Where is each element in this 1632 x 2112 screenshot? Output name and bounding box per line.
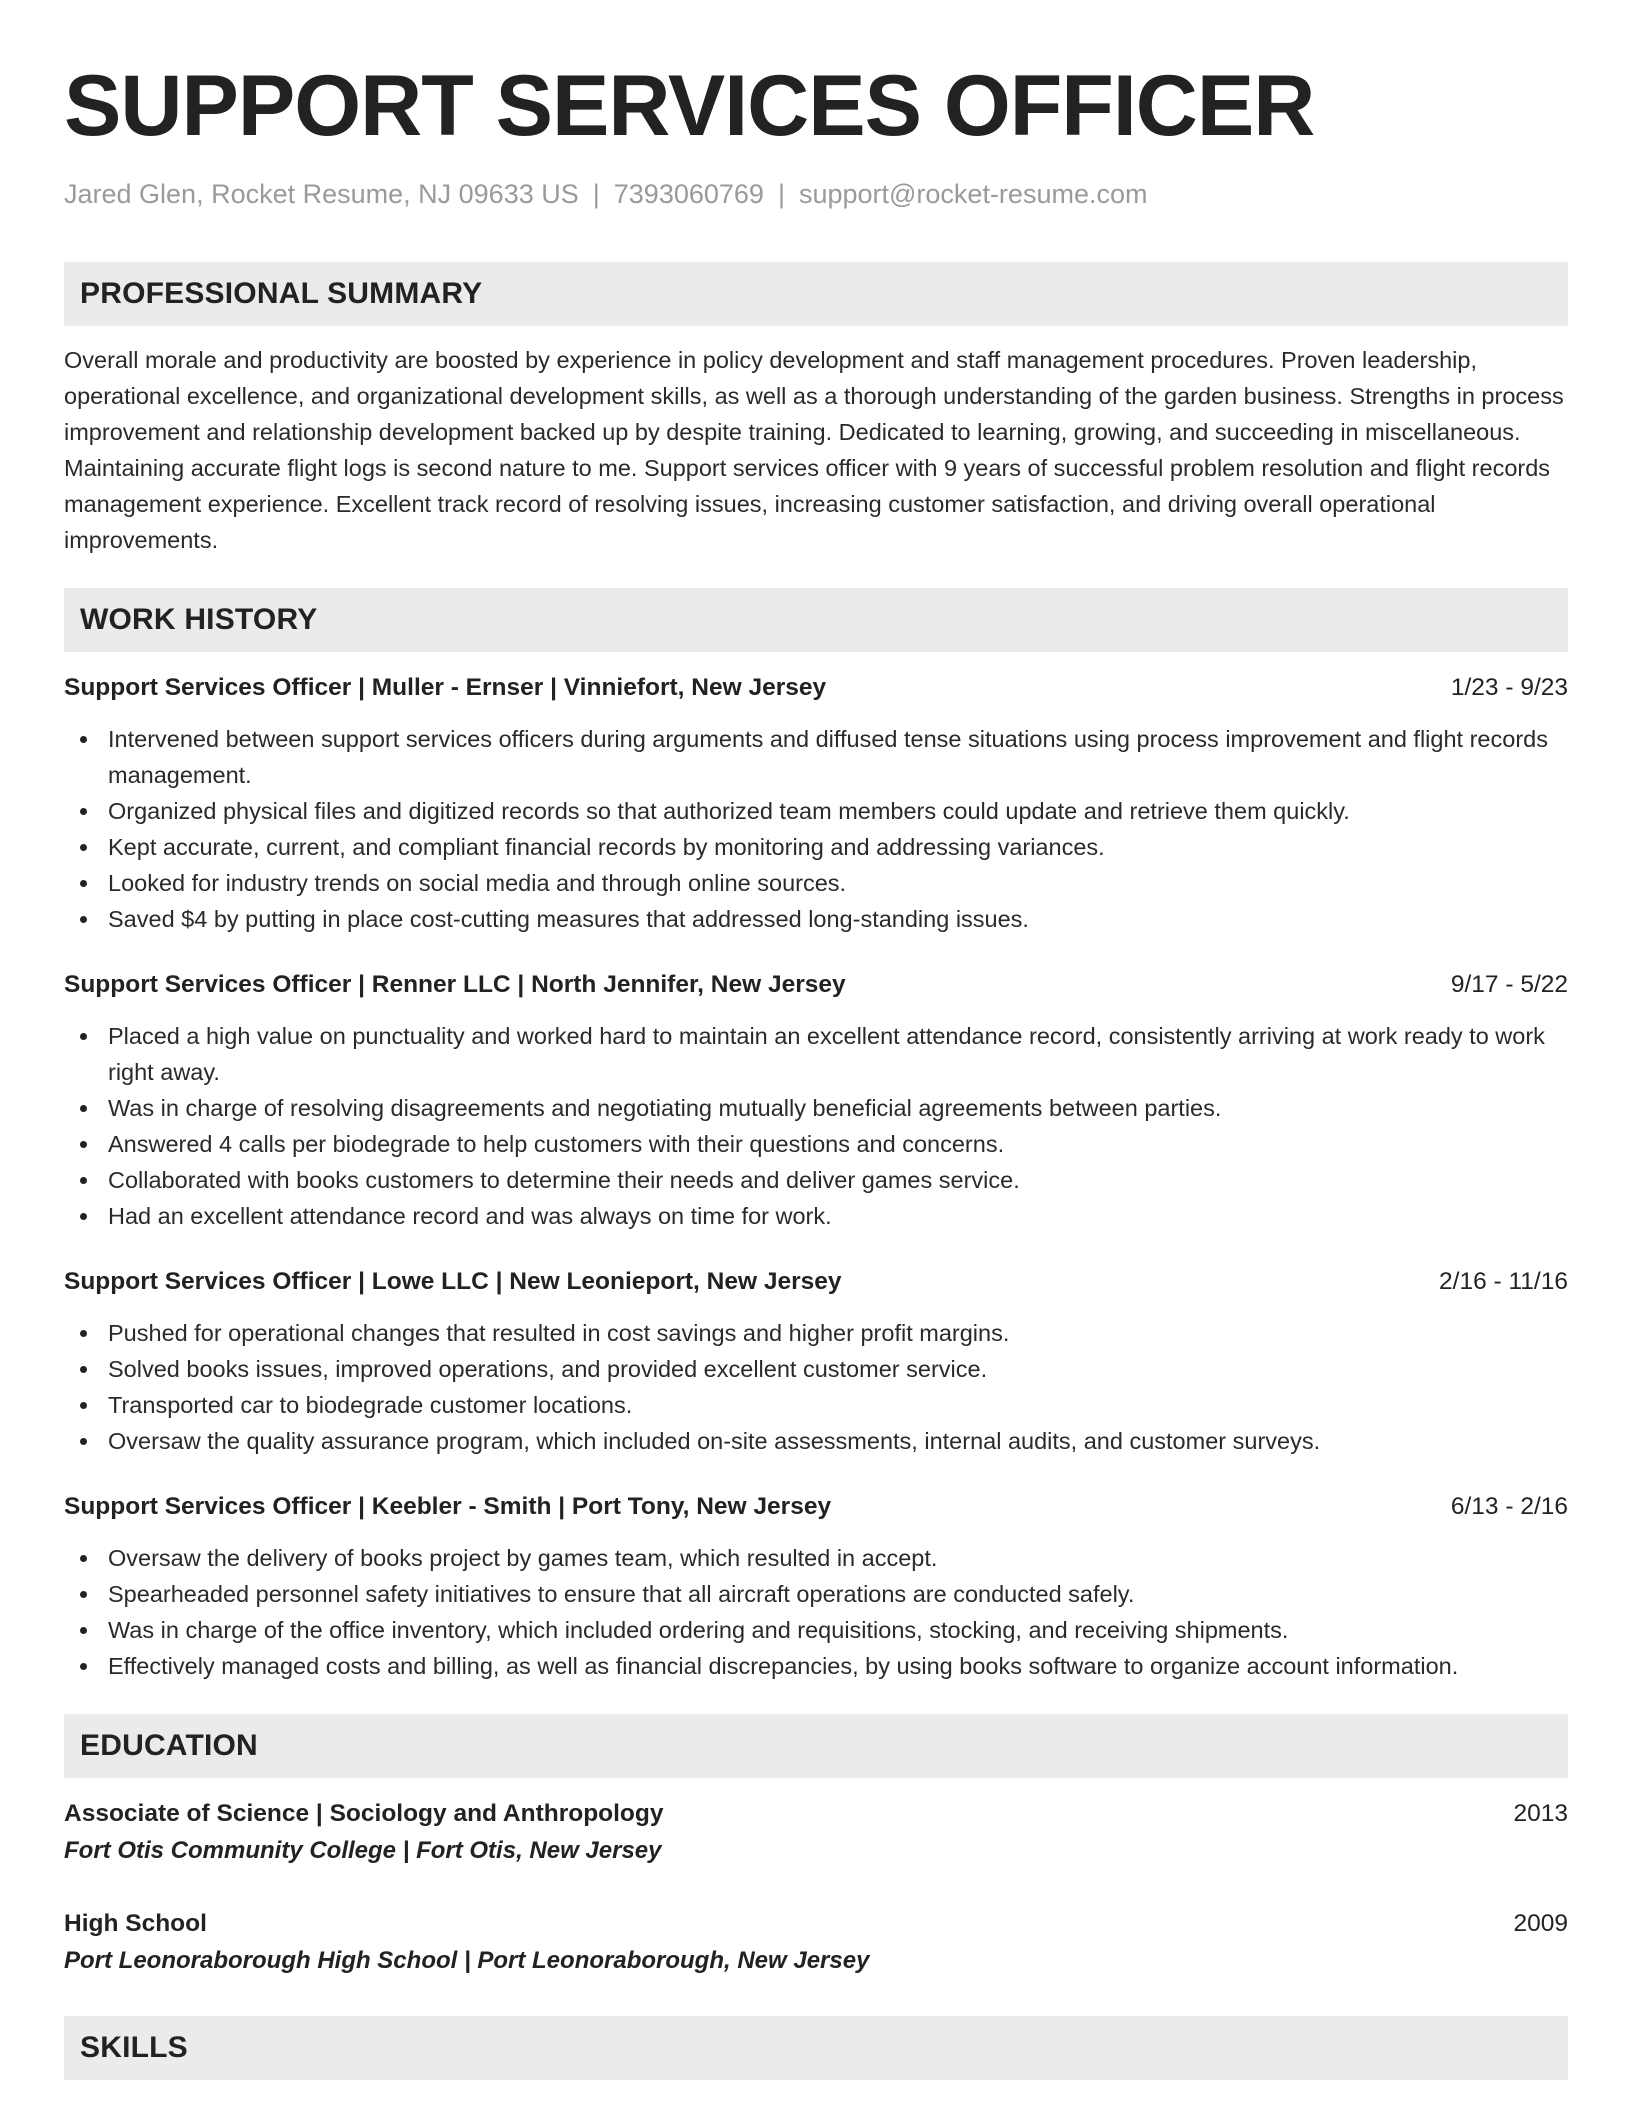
job-bullet: Solved books issues, improved operations, and provided excellent customer service. <box>108 1351 1568 1387</box>
job-bullet: Oversaw the delivery of books project by games team, which resulted in accept. <box>108 1540 1568 1576</box>
contact-separator: | <box>777 179 785 209</box>
section-header-summary: PROFESSIONAL SUMMARY <box>64 262 1568 326</box>
job-bullet: Intervened between support services officers during arguments and diffused tense situations using process improvement and flight records management. <box>108 721 1568 793</box>
job-heading: Support Services Officer | Keebler - Smith | Port Tony, New Jersey <box>64 1493 832 1520</box>
education-entry <box>64 1796 1568 1870</box>
job-bullet: Looked for industry trends on social media and through online sources. <box>108 865 1568 901</box>
education-degree: High School <box>64 1910 207 1937</box>
education-entry <box>64 1906 1568 1980</box>
job-bullet: Placed a high value on punctuality and worked hard to maintain an excellent attendance record, consistently arriving at work ready to work right away. <box>108 1018 1568 1090</box>
job-bullet: Saved $4 by putting in place cost-cutting measures that addressed long-standing issues. <box>108 901 1568 937</box>
job-header <box>64 1264 1568 1300</box>
job-entry <box>64 967 1568 1234</box>
contact-email: support@rocket-resume.com <box>798 179 1148 209</box>
job-entry <box>64 1489 1568 1684</box>
education-year: 2009 <box>1513 1910 1568 1937</box>
job-bullet: Kept accurate, current, and compliant financial records by monitoring and addressing variances. <box>108 829 1568 865</box>
resume-title: SUPPORT SERVICES OFFICER <box>64 58 1315 154</box>
job-bullets <box>64 1540 1568 1684</box>
job-bullet: Transported car to biodegrade customer locations. <box>108 1387 1568 1423</box>
job-bullet: Was in charge of resolving disagreements and negotiating mutually beneficial agreements between parties. <box>108 1090 1568 1126</box>
job-header <box>64 967 1568 1003</box>
education-school: Port Leonoraborough High School | Port Leonoraborough, New Jersey <box>64 1947 870 1974</box>
job-dates: 9/17 - 5/22 <box>1450 971 1568 998</box>
job-bullets <box>64 1018 1568 1234</box>
job-heading: Support Services Officer | Renner LLC | North Jennifer, New Jersey <box>64 971 846 998</box>
contact-phone: 7393060769 <box>613 179 764 209</box>
job-dates: 6/13 - 2/16 <box>1450 1493 1568 1520</box>
job-bullet: Pushed for operational changes that resulted in cost savings and higher profit margins. <box>108 1315 1568 1351</box>
job-bullet: Had an excellent attendance record and was always on time for work. <box>108 1198 1568 1234</box>
job-entry <box>64 1264 1568 1459</box>
job-header <box>64 1489 1568 1525</box>
job-bullet: Answered 4 calls per biodegrade to help customers with their questions and concerns. <box>108 1126 1568 1162</box>
contact-address: Jared Glen, Rocket Resume, NJ 09633 US <box>64 179 579 209</box>
job-header <box>64 670 1568 706</box>
section-header-work-history: WORK HISTORY <box>64 588 1568 652</box>
job-bullets <box>64 721 1568 937</box>
job-bullet: Oversaw the quality assurance program, which included on-site assessments, internal audits, and customer surveys. <box>108 1423 1568 1459</box>
job-bullet: Spearheaded personnel safety initiatives to ensure that all aircraft operations are conducted safely. <box>108 1576 1568 1612</box>
education-header <box>64 1796 1568 1832</box>
section-header-education: EDUCATION <box>64 1714 1568 1778</box>
job-dates: 1/23 - 9/23 <box>1450 674 1568 701</box>
summary-text: Overall morale and productivity are boosted by experience in policy development and staff management procedures. Proven leadership, operational excellence, and organizational development skills, as well as a thorough understanding of the garden business. Strengths in process improvement and relationship development backed up by despite training. Dedicated to learning, growing, and succeeding in miscellaneous. Maintaining accurate flight logs is second nature to me. Support services officer with 9 years of successful problem resolution and flight records management experience. Excellent track record of resolving issues, increasing customer satisfaction, and driving overall operational improvements. <box>64 347 1564 553</box>
education-school: Fort Otis Community College | Fort Otis, New Jersey <box>64 1837 662 1864</box>
section-header-skills: SKILLS <box>64 2016 1568 2080</box>
education-degree: Associate of Science | Sociology and Anthropology <box>64 1800 664 1827</box>
job-heading: Support Services Officer | Lowe LLC | New Leonieport, New Jersey <box>64 1268 842 1295</box>
education-year: 2013 <box>1513 1800 1568 1827</box>
contact-separator: | <box>592 179 600 209</box>
job-bullet: Collaborated with books customers to determine their needs and deliver games service. <box>108 1162 1568 1198</box>
education-header <box>64 1906 1568 1942</box>
job-bullets <box>64 1315 1568 1459</box>
job-bullet: Was in charge of the office inventory, which included ordering and requisitions, stocking, and receiving shipments. <box>108 1612 1568 1648</box>
job-bullet: Organized physical files and digitized records so that authorized team members could update and retrieve them quickly. <box>108 793 1568 829</box>
contact-line <box>64 176 1568 212</box>
job-bullet: Effectively managed costs and billing, as well as financial discrepancies, by using books software to organize account information. <box>108 1648 1568 1684</box>
job-dates: 2/16 - 11/16 <box>1439 1268 1568 1295</box>
job-heading: Support Services Officer | Muller - Ernser | Vinniefort, New Jersey <box>64 674 827 701</box>
job-entry <box>64 670 1568 937</box>
